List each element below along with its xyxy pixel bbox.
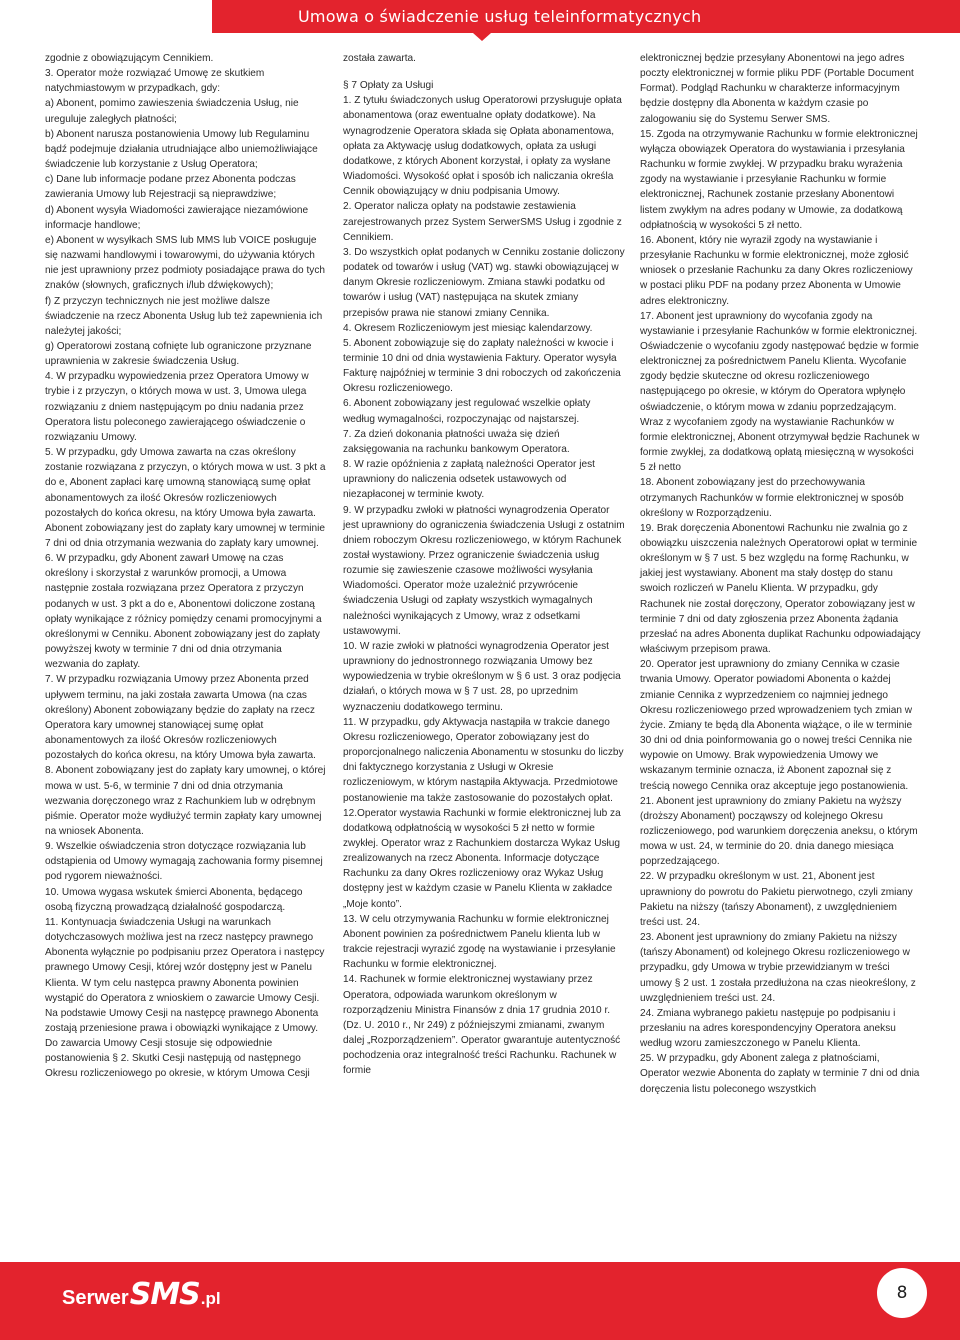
paragraph: 21. Abonent jest uprawniony do zmiany Pakietu na wyższy (droższy Abonament) począwszy od kolejnego Okresu rozliczeniowego, pod warunkiem doręczenia aneksu, o którym mowa w ust. 24, w terminie do 20. dnia danego miesiąca poprzedzającego. <box>640 795 918 868</box>
page-number: 8 <box>877 1268 927 1318</box>
paragraph: 18. Abonent zobowiązany jest do przechowywania otrzymanych Rachunków w formie elektronicznej w sposób określony w Rozporządzeniu. <box>640 477 904 519</box>
text-column-2 <box>343 51 625 1078</box>
paragraph: 9. Wszelkie oświadczenia stron dotyczące rozwiązania lub odstąpienia od Umowy wymagają zachowania formy pisemnej pod rygorem nieważności. <box>45 841 323 883</box>
text-column-1 <box>45 51 327 1082</box>
paragraph: 10. Umowa wygasa wskutek śmierci Abonenta, będącego osobą fizyczną prowadzącą działalność gospodarczą. <box>45 886 303 913</box>
serwersms-logo <box>62 1276 222 1310</box>
paragraph: 3. Do wszystkich opłat podanych w Cenniku zostanie doliczony podatek od towarów i usług (VAT) wg. stawki obowiązującej w danym Okresie rozliczeniowym. Zmiana stawki podatku od towarów i usług (VAT) następująca na skutek zmiany przepisów prawa nie stanowi zmiany Cennika. <box>343 246 625 319</box>
paragraph: g) Operatorowi zostaną cofnięte lub ograniczone przyznane uprawnienia w zakresie świadczenia Usług. <box>45 340 312 368</box>
document-title: Umowa o świadczenie usług teleinformatycznych <box>298 7 702 26</box>
paragraph: 20. Operator jest uprawniony do zmiany Cennika w czasie trwania Umowy. Operator powiadomi Abonenta o każdej zmianie Cennika z wyprzedzeniem co najmniej jednego Okresu rozliczeniowego przed wprowadzeniem tych zmian w życie. Zmiany te będą dla Abonenta wiążące, o ile w terminie 30 dni od dnia poinformowania go o nowej treści Cennika nie wypowie on Umowy. Brak wypowiedzenia Umowy we wskazanym terminie oznacza, iż Abonent zapoznał się z treścią nowego Cennika oraz akceptuje jego postanowienia. <box>640 659 913 792</box>
header-notch <box>473 33 491 41</box>
paragraph: 19. Brak doręczenia Abonentowi Rachunku nie zwalnia go z obowiązku uiszczenia należnych Operatorowi opłat w terminie określonym w § 7 ust. 5 bez względu na formę Rachunku, w jakiej jest wystawiany. Abonent ma stały dostęp do stanu swoich rozliczeń w Panelu Klienta. W przypadku, gdy Rachunek nie został doręczony, Operator zobowiązany jest w terminie 7 dni od daty zgłoszenia przez Abonenta żądania przesłać na adres Abonenta duplikat Rachunku odpowiadający właściwym przepisom prawa. <box>640 522 921 656</box>
paragraph: 2. Operator nalicza opłaty na podstawie zestawienia zarejestrowanych przez System SerwerSMS Usług i zgodnie z Cennikiem. <box>343 201 622 243</box>
paragraph: 15. Zgoda na otrzymywanie Rachunku w formie elektronicznej wyłącza obowiązek Operatora do wystawiania i przesyłania Rachunku w formie zwykłej. W przypadku braku wyrażenia zgody na wystawianie i przesyłanie Rachunku w formie elektronicznej, Rachunek zostanie przesłany Abonentowi listem zwykłym na adres podany w Umowie, za dodatkową odpłatnością w wysokości 5 zł netto. <box>640 128 918 231</box>
paragraph: 16. Abonent, który nie wyraził zgody na wystawianie i przesyłanie Rachunku w formie elektronicznej, może zgłosić wniosek o przesłanie Rachunku za dany Okres rozliczeniowy w postaci pliku PDF na podany przez Abonenta w Umowie adres elektroniczny. <box>640 234 913 307</box>
logo-word-serwer: Serwer <box>62 1287 129 1309</box>
paragraph: 13. W celu otrzymywania Rachunku w formie elektronicznej Abonent powinien za pośrednictwem Panelu klienta lub w trakcie rejestracji wyrazić zgodę na wystawianie i przesyłanie Rachunku w formie elektronicznej. <box>343 913 616 971</box>
paragraph: c) Dane lub informacje podane przez Abonenta podczas zawierania Umowy lub Rejestracji są nieprawdziwe; <box>45 174 296 201</box>
paragraph: 5. Abonent zobowiązuje się do zapłaty należności w kwocie i terminie 10 dni od dnia wystawienia Faktury. Operator wysyła Fakturę najpóźniej w terminie 3 dni roboczych od zakończenia Okresu rozliczeniowego. <box>343 337 621 395</box>
paragraph: 5. W przypadku, gdy Umowa zawarta na czas określony zostanie rozwiązana z przyczyn, o których mowa w ust. 3 pkt a do e, Abonent zapłaci karę umowną stanowiącą sumę opłat abonamentowych za ilość Okresów rozliczeniowych pozostałych do końca okresu, na który Umowa była zawarta. Abonent zobowiązany jest do zapłaty kary umownej w terminie 7 dni od dnia otrzymania wezwania do zapłaty kary umownej. <box>45 447 326 549</box>
paragraph: 7. Za dzień dokonania płatności uważa się dzień zaksięgowania na rachunku bankowym Operatora. <box>343 428 570 455</box>
paragraph: d) Abonent wysyła Wiadomości zawierające niezamówione informacje handlowe; <box>45 204 309 231</box>
paragraph: a) Abonent, pomimo zawieszenia świadczenia Usług, nie ureguluje zaległych płatności; <box>45 98 299 125</box>
logo-domain: .pl <box>200 1289 221 1308</box>
paragraph: 17. Abonent jest uprawniony do wycofania zgody na wystawianie i przesyłanie Rachunków w formie elektronicznej. Oświadczenie o wycofaniu zgody następować będzie w formie elektronicznej za pośrednictwem Panelu Klienta. Wycofanie zgody będzie skuteczne od okresu rozliczeniowego następującego po okresie, w którym do Operatora wpłynęło oświadczenie, o którym mowa w zdaniu poprzedzającym. Wraz z wycofaniem zgody na wystawianie Rachunków w formie elektronicznej, Abonent otrzymywał będzie Rachunek w formie zwykłej, za dodatkową opłatą miesięczną w wysokości 5 zł netto <box>640 310 920 474</box>
paragraph: 7. W przypadku rozwiązania Umowy przez Abonenta przed upływem terminu, na jaki została zawarta Umowa (na czas określony) Abonent zobowiązany będzie do zapłaty na rzecz Operatora kary umownej stanowiącej sumę opłat abonamentowych za ilość Okresów rozliczeniowych pozostałych do końca okresu, na który Umowa była zawarta. <box>45 674 316 762</box>
paragraph: 6. W przypadku, gdy Abonent zawarł Umowę na czas określony i skorzystał z warunków promocji, a Umowa następnie została rozwiązana przez Operatora z przyczyn podanych w ust. 3 pkt a do e, Abonentowi doliczone zostaną opłaty wynikające z różnicy pomiędzy cenami promocyjnymi a określonymi w Cenniku. Abonent zobowiązany jest do zapłaty powyższej kwoty w terminie 7 dni od dnia otrzymania wezwania do zapłaty. <box>45 553 322 671</box>
paragraph: 9. W przypadku zwłoki w płatności wynagrodzenia Operator jest uprawniony do ograniczenia świadczenia Usługi z ostatnim dniem roboczym Okresu rozliczeniowego, w którym Rachunek został wystawiony. Przez ograniczenie świadczenia usług rozumie się zawieszenie czasowe możliwości wysyłania Wiadomości. Operator może uzależnić przywrócenie świadczenia Usługi od zapłaty wszystkich wymagalnych należności wynikających z Umowy, wraz z odsetkami ustawowymi. <box>343 504 625 637</box>
paragraph: 10. W razie zwłoki w płatności wynagrodzenia Operator jest uprawniony do jednostronnego rozwiązania Umowy bez wypowiedzenia w trybie określonym w § 6 ust. 3 oraz podjęcia działań, o których mowa w § 7 ust. 28, po uprzednim wyznaczeniu dodatkowego terminu. <box>343 640 621 713</box>
text-column-3 <box>640 51 922 1097</box>
paragraph: zgodnie z obowiązującym Cennikiem. <box>45 53 214 64</box>
paragraph: 22. W przypadku określonym w ust. 21, Abonent jest uprawniony do powrotu do Pakietu pierwotnego, czyli zmiany Pakietu na niższy (tańszy Abonament), z uwzględnieniem treści ust. 24. <box>640 871 913 928</box>
paragraph: 6. Abonent zobowiązany jest regulować wszelkie opłaty według wymagalności, rozpoczynając od najstarszej. <box>343 398 591 425</box>
paragraph: 11. W przypadku, gdy Aktywacja nastąpiła w trakcie danego Okresu rozliczeniowego, Operator zobowiązany jest do proporcjonalnego naliczenia Abonamentu w stosunku do liczby dni faktycznego korzystania z Usługi w Okresie rozliczeniowym, w którym nastąpiła Aktywacja. Przedmiotowe postanowienie ma także zastosowanie do pozostałych opłat. <box>343 716 624 804</box>
paragraph: elektronicznej będzie przesyłany Abonentowi na jego adres poczty elektronicznej w formie pliku PDF (Portable Document Format). Podgląd Rachunku w charakterze informacyjnym będzie dostępny dla Abonenta w każdym czasie po zalogowaniu się do Systemu Serwer SMS. <box>640 53 914 125</box>
paragraph: 1. Z tytułu świadczonych usług Operatorowi przysługuje opłata abonamentowa (oraz ewentualne opłaty dodatkowe). Na wynagrodzenie Operatora składa się Opłata abonamentowa, opłata za Aktywację usług dodatkowych, opłata za usługi dodatkowe, z których Abonent korzystał, i opłaty za wysłane Wiadomości. Wysokość opłat i sposób ich naliczania określa Cennik obowiązujący w dniu podpisania Umowy. <box>343 95 622 198</box>
paragraph: 4. W przypadku wypowiedzenia przez Operatora Umowy w trybie i z przyczyn, o których mowa w ust. 3, Umowa ulega rozwiązaniu z dniem następującym po dniu nadania przez Operatora listu poleconego zawierającego oświadczenie o rozwiązaniu Umowy. <box>45 371 309 443</box>
paragraph: 8. Abonent zobowiązany jest do zapłaty kary umownej, o której mowa w ust. 5-6, w terminie 7 dni od dnia otrzymania wezwania doręczonego wraz z Rachunkiem lub w odrębnym piśmie. Operator może wydłużyć termin zapłaty kary umownej na wniosek Abonenta. <box>45 765 326 837</box>
paragraph: 3. Operator może rozwiązać Umowę ze skutkiem natychmiastowym w przypadkach, gdy: <box>45 68 265 95</box>
section-heading: § 7 Opłaty za Usługi <box>343 80 434 92</box>
logo-word-sms: SMS <box>129 1277 200 1312</box>
paragraph: 11. Kontynuacja świadczenia Usługi na warunkach dotychczasowych możliwa jest na rzecz następcy prawnego Abonenta wyłącznie po podpisaniu przez Operatora i następcy prawnego Umowy Cesji, której wzór dostępny jest w Panelu Klienta. W tym celu następca prawny Abonenta powinien wystąpić do Operatora z wnioskiem o zawarcie Umowy Cesji. Na podstawie Umowy Cesji na następcę prawnego Abonenta zostają przeniesione prawa i obowiązki wynikające z Umowy. Do zawarcia Umowy Cesji stosuje się odpowiednie postanowienia § 2. Skutki Cesji następują od następnego Okresu rozliczeniowego po okresie, w którym Umowa Cesji <box>45 916 325 1080</box>
paragraph: e) Abonent w wysyłkach SMS lub MMS lub VOICE posługuje się nazwami handlowymi i towarowymi, do używania których nie jest uprawniony przez podmioty posiadające prawa do tych znaków (słownych, graficznych i/lub dźwiękowych); <box>45 234 325 292</box>
paragraph: f) Z przyczyn technicznych nie jest możliwe dalsze świadczenie na rzecz Abonenta Usług lub też zapewnienia ich należytej jakości; <box>45 295 323 337</box>
paragraph: 8. W razie opóźnienia z zapłatą należności Operator jest uprawniony do naliczenia odsetek ustawowych od niezapłaconej w terminie kwoty. <box>343 459 595 501</box>
paragraph: 12.Operator wystawia Rachunki w formie elektronicznej lub za dodatkową odpłatnością w wysokości 5 zł netto w formie zwykłej. Operator wraz z Rachunkiem dostarcza Wykaz Usług zrealizowanych na rzecz Abonenta. Informacje dotyczące Rachunku za dany Okres rozliczeniowy oraz Wykaz Usług dostępny jest w każdym czasie w Panelu Klienta w zakładce „Moje konto”. <box>343 807 621 910</box>
paragraph: b) Abonent narusza postanowienia Umowy lub Regulaminu bądź podejmuje działania utrudniające albo uniemożliwiające świadczenie lub korzystanie z Usług Operatora; <box>45 128 318 171</box>
paragraph: 25. W przypadku, gdy Abonent zalega z płatnościami, Operator wezwie Abonenta do zapłaty w terminie 7 dni od dnia doręczenia listu poleconego wszystkich <box>640 1053 920 1095</box>
paragraph: 24. Zmiana wybranego pakietu następuje po podpisaniu i przesłaniu na adres korespondencyjny Operatora aneksu według wzoru zamieszczonego w Panelu Klienta. <box>640 1007 896 1050</box>
paragraph: 23. Abonent jest uprawniony do zmiany Pakietu na niższy (tańszy Abonament) od kolejnego Okresu rozliczeniowego w przypadku, gdy Umowa w trybie przewidzianym w treści umowy § 2 ust. 1 została przedłużona na czas nieokreślony, z uwzględnieniem treści ust. 24. <box>640 932 916 1004</box>
paragraph: 14. Rachunek w formie elektronicznej wystawiany przez Operatora, odpowiada warunkom określonym w rozporządzeniu Ministra Finansów z dnia 17 grudnia 2010 r. (Dz. U. 2010 r., Nr 249) z późniejszymi zmianami, zwanym dalej „Rozporządzeniem”. Operator gwarantuje autentyczność pochodzenia oraz integralność treści Rachunku. Rachunek w formie <box>343 974 621 1077</box>
paragraph: 4. Okresem Rozliczeniowym jest miesiąc kalendarzowy. <box>343 322 593 334</box>
paragraph: została zawarta. <box>343 53 416 64</box>
